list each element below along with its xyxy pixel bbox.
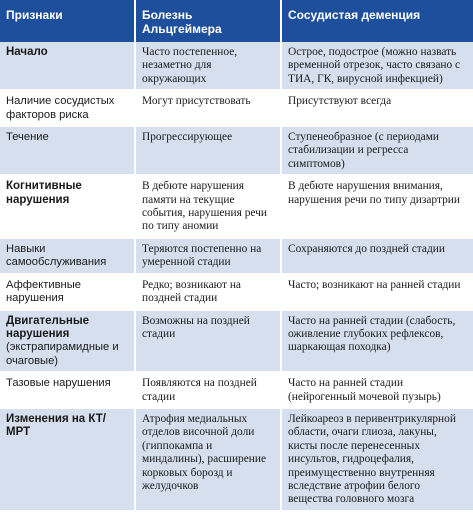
vascular-cell: Присутствуют всегда: [281, 90, 473, 126]
vascular-cell: Часто; возникают на ранней стадии: [281, 274, 473, 310]
alzheimer-cell: Атрофия медиальных отделов височной доли (гиппокампа и миндалины), расширение корковых борозд и желудочков: [135, 408, 281, 511]
header-vascular-dementia: Сосудистая деменция: [281, 0, 473, 42]
table-row: [0, 274, 473, 310]
feature-cell: Навыки самообслуживания: [0, 238, 135, 274]
feature-cell: Изменения на КТ/МРТ: [0, 408, 135, 511]
feature-cell: Начало: [0, 42, 135, 90]
alzheimer-cell: Теряются постепенно на умеренной стадии: [135, 238, 281, 274]
table-row: [0, 126, 473, 175]
feature-cell: Течение: [0, 126, 135, 175]
alzheimer-cell: Могут присутствовать: [135, 90, 281, 126]
vascular-cell: Острое, подострое (можно назвать временной отрезок, часто связано с ТИА, ГК, вирусной инфекцией): [281, 42, 473, 90]
table-row: [0, 310, 473, 373]
feature-cell: Тазовые нарушения: [0, 372, 135, 408]
vascular-cell: Ступенеобразное (с периодами стабилизации и регресса симптомов): [281, 126, 473, 175]
table-row: [0, 175, 473, 238]
feature-cell: Когнитивные нарушения: [0, 175, 135, 238]
alzheimer-cell: Появляются на поздней стадии: [135, 372, 281, 408]
vascular-cell: Часто на ранней стадии (нейрогенный мочевой пузырь): [281, 372, 473, 408]
header-features: Признаки: [0, 0, 135, 42]
feature-subtitle: (экстрапирамидные и очаговые): [6, 341, 119, 367]
alzheimer-cell: Часто постепенное, незаметно для окружающих: [135, 42, 281, 90]
table-row: [0, 408, 473, 511]
alzheimer-cell: Возможны на поздней стадии: [135, 310, 281, 373]
alzheimer-cell: В дебюте нарушения памяти на текущие события, нарушения речи по типу аномии: [135, 175, 281, 238]
table-header-row: [0, 0, 473, 42]
header-alzheimer: Болезнь Альцгеймера: [135, 0, 281, 42]
vascular-cell: Лейкоареоз в перивентрикулярной области, очаги глиоза, лакуны, кисты после перенесенных инсультов, гидроцефалия, преимущественно внутренняя вследствие атрофии белого вещества головного мозга: [281, 408, 473, 511]
table-row: [0, 238, 473, 274]
table-row: [0, 372, 473, 408]
vascular-cell: Часто на ранней стадии (слабость, оживление глубоких рефлексов, шаркающая походка): [281, 310, 473, 373]
table-row: [0, 90, 473, 126]
alzheimer-cell: Прогрессирующее: [135, 126, 281, 175]
vascular-cell: Сохраняются до поздней стадии: [281, 238, 473, 274]
feature-title: Двигательные нарушения: [6, 314, 90, 340]
vascular-cell: В дебюте нарушения внимания, нарушения речи по типу дизартрии: [281, 175, 473, 238]
feature-cell: Аффективные нарушения: [0, 274, 135, 310]
alzheimer-cell: Редко; возникают на поздней стадии: [135, 274, 281, 310]
feature-cell: [0, 310, 135, 373]
feature-cell: Наличие сосудистых факторов риска: [0, 90, 135, 126]
table-row: [0, 42, 473, 90]
